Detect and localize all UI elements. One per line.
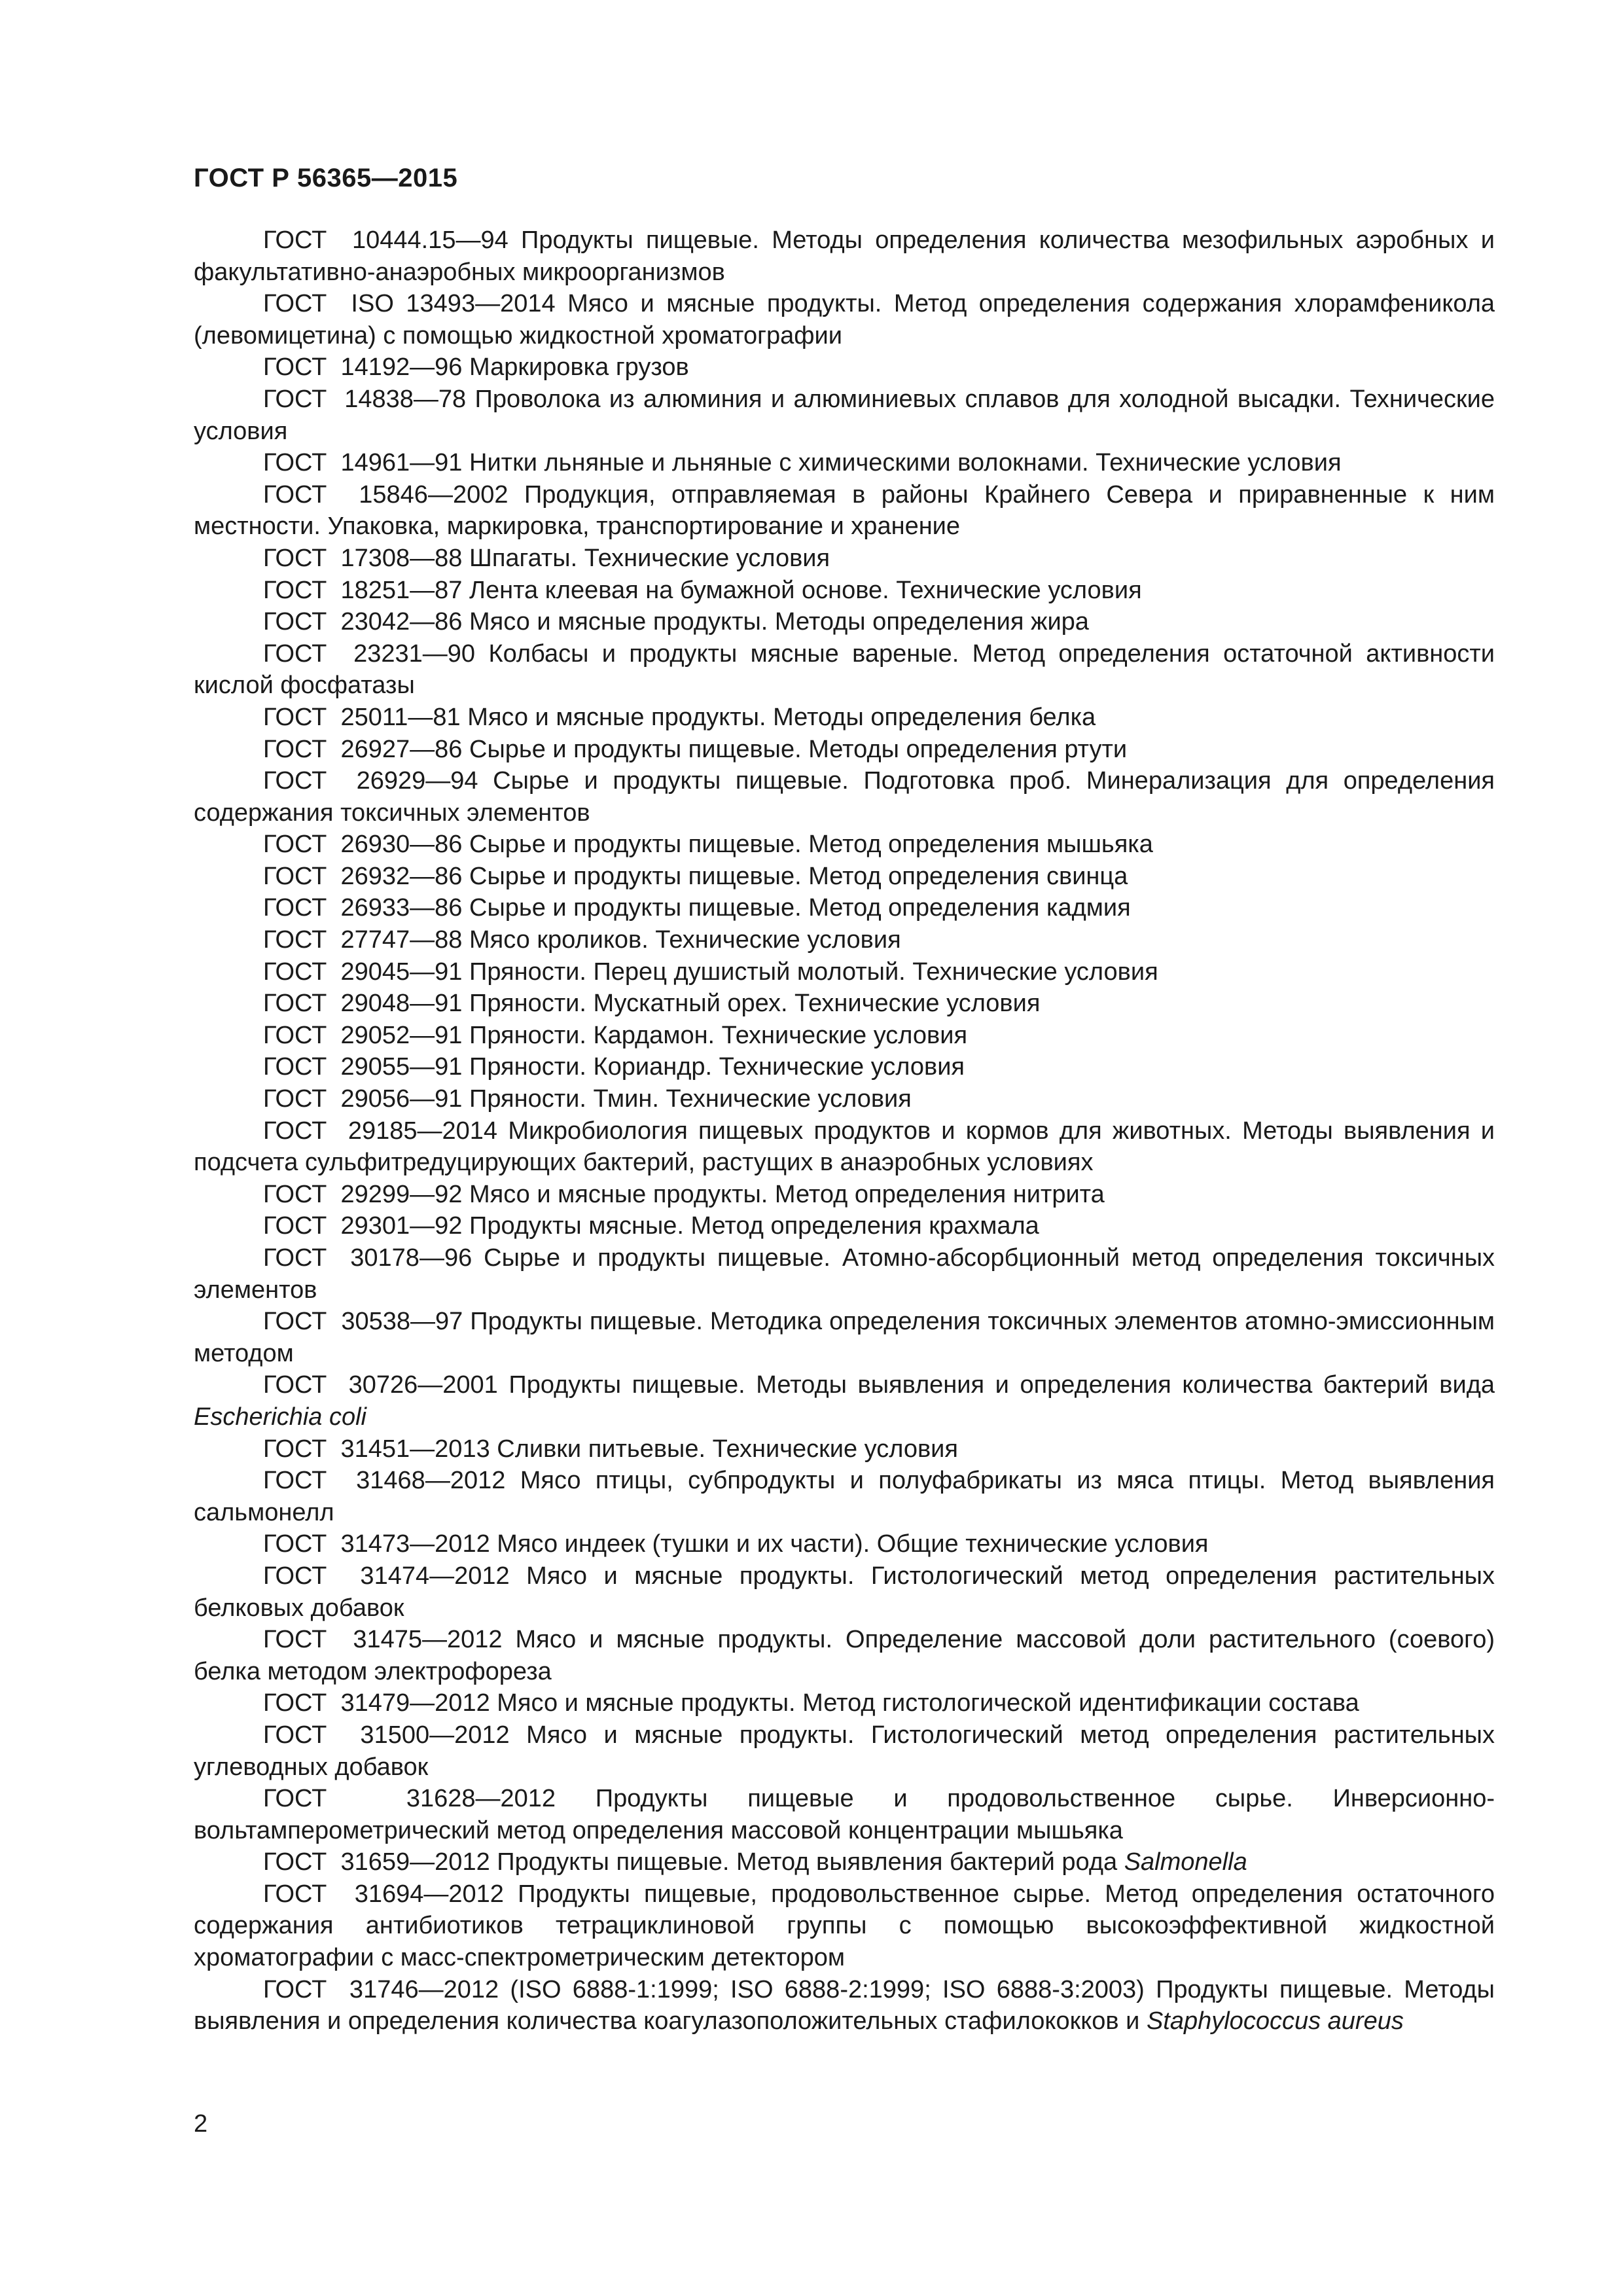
reference-entry — [194, 1369, 1495, 1433]
reference-entry — [194, 575, 1495, 607]
reference-code: ГОСТ 26929—94 — [263, 767, 478, 795]
reference-title: Продукты пищевые, продовольственное сырье. Метод определения остаточного содержания антибиотиков тетрациклиновой группы с помощью высокоэффективной жидкостной хроматографии с масс-спектрометрическим детектором — [194, 1880, 1495, 1972]
reference-code: ГОСТ 23042—86 — [263, 608, 463, 636]
reference-title: Микробиология пищевых продуктов и кормов для животных. Методы выявления и подсчета сульфитредуцирующих бактерий, растущих в анаэробных условиях — [194, 1117, 1495, 1177]
reference-entry — [194, 1878, 1495, 1974]
reference-entry — [194, 543, 1495, 575]
reference-organism-name: Salmonella — [1124, 1848, 1247, 1876]
reference-code: ГОСТ 31628—2012 — [263, 1785, 556, 1813]
reference-entry — [194, 447, 1495, 479]
reference-code: ГОСТ 31479—2012 — [263, 1689, 490, 1717]
reference-code: ГОСТ 10444.15—94 — [263, 226, 508, 254]
reference-title: Сырье и продукты пищевые. Метод определения свинца — [469, 862, 1128, 890]
reference-code: ГОСТ 15846—2002 — [263, 480, 508, 509]
reference-entry — [194, 1051, 1495, 1083]
reference-code: ГОСТ 14838—78 — [263, 385, 467, 413]
reference-code: ГОСТ 29299—92 — [263, 1180, 463, 1208]
page-number: 2 — [194, 2110, 208, 2138]
reference-title: Маркировка грузов — [469, 353, 689, 382]
reference-title: Мясо и мясные продукты. Методы определения жира — [469, 608, 1089, 636]
reference-title: Продукты мясные. Метод определения крахмала — [469, 1212, 1039, 1240]
reference-code: ГОСТ 31451—2013 — [263, 1435, 490, 1463]
reference-entry — [194, 479, 1495, 543]
reference-code: ГОСТ 31468—2012 — [263, 1467, 506, 1495]
reference-title: Сырье и продукты пищевые. Атомно-абсорбционный метод определения токсичных элементов — [194, 1244, 1495, 1304]
reference-code: ГОСТ 23231—90 — [263, 639, 476, 668]
standard-id-header: ГОСТ Р 56365—2015 — [194, 164, 458, 192]
reference-entry — [194, 1306, 1495, 1369]
reference-code: ГОСТ 14961—91 — [263, 449, 463, 477]
reference-title: Мясо и мясные продукты. Метод определения содержания хлорамфеникола (левомицетина) с помощью жидкостной хроматографии — [194, 290, 1495, 350]
reference-code: ГОСТ 26932—86 — [263, 862, 463, 890]
reference-title: Продукты пищевые. Методы выявления и определения количества бактерий вида — [508, 1371, 1495, 1399]
reference-entry — [194, 1020, 1495, 1052]
reference-title: Мясо и мясные продукты. Метод определения нитрита — [469, 1180, 1105, 1208]
reference-entry — [194, 702, 1495, 734]
reference-entry — [194, 1528, 1495, 1560]
reference-code: ГОСТ 31473—2012 — [263, 1530, 490, 1558]
reference-code: ГОСТ 30178—96 — [263, 1244, 473, 1272]
reference-title: Мясо и мясные продукты. Гистологический метод определения растительных углеводных добавок — [194, 1721, 1495, 1781]
reference-code: ГОСТ 29185—2014 — [263, 1117, 498, 1145]
reference-entry — [194, 1974, 1495, 2037]
reference-title: Мясо и мясные продукты. Методы определения белка — [467, 703, 1096, 731]
reference-title: Продукты пищевые. Методы определения количества мезофильных аэробных и факультативно-анаэробных микроорганизмов — [194, 226, 1495, 286]
reference-title: Сырье и продукты пищевые. Подготовка проб. Минерализация для определения содержания токсичных элементов — [194, 767, 1495, 827]
reference-entry — [194, 1624, 1495, 1687]
reference-code: ГОСТ 29055—91 — [263, 1053, 463, 1081]
reference-title: Сырье и продукты пищевые. Методы определения ртути — [469, 735, 1128, 763]
reference-title: Пряности. Тмин. Технические условия — [469, 1085, 912, 1113]
reference-title: Шпагаты. Технические условия — [469, 544, 830, 572]
reference-entry — [194, 1242, 1495, 1306]
reference-organism-name: Escherichia coli — [194, 1403, 366, 1431]
reference-entry — [194, 1083, 1495, 1115]
reference-entry — [194, 1179, 1495, 1211]
reference-title: Сливки питьевые. Технические условия — [497, 1435, 958, 1463]
reference-entry — [194, 384, 1495, 447]
reference-entry — [194, 1560, 1495, 1624]
reference-code: ГОСТ 17308—88 — [263, 544, 463, 572]
reference-code: ГОСТ 31474—2012 — [263, 1562, 510, 1590]
reference-title: Сырье и продукты пищевые. Метод определения мышьяка — [469, 831, 1153, 859]
reference-entry — [194, 956, 1495, 988]
reference-title: Продукты пищевые. Метод выявления бактерий рода — [497, 1848, 1118, 1876]
reference-code: ГОСТ 30538—97 — [263, 1308, 463, 1336]
reference-entry — [194, 606, 1495, 638]
reference-title: Проволока из алюминия и алюминиевых сплавов для холодной высадки. Технические условия — [194, 385, 1495, 445]
reference-title: Сырье и продукты пищевые. Метод определения кадмия — [469, 894, 1131, 922]
reference-code: ГОСТ 29301—92 — [263, 1212, 463, 1240]
reference-entry — [194, 1783, 1495, 1846]
reference-code: ГОСТ 31746—2012 — [263, 1975, 499, 2003]
reference-entry — [194, 988, 1495, 1020]
reference-title: Нитки льняные и льняные с химическими волокнами. Технические условия — [469, 449, 1342, 477]
reference-organism-name: Staphylococcus aureus — [1146, 2007, 1404, 2036]
reference-code: ГОСТ 31500—2012 — [263, 1721, 510, 1749]
reference-entry — [194, 861, 1495, 893]
reference-entry — [194, 288, 1495, 351]
reference-title: Колбасы и продукты мясные вареные. Метод определения остаточной активности кислой фосфатазы — [194, 639, 1495, 700]
reference-code: ГОСТ 25011—81 — [263, 703, 461, 731]
reference-code: ГОСТ 31475—2012 — [263, 1626, 503, 1654]
reference-title: Пряности. Мускатный орех. Технические условия — [469, 990, 1041, 1018]
reference-code: ГОСТ 29045—91 — [263, 958, 463, 986]
reference-entry — [194, 351, 1495, 384]
reference-entry — [194, 765, 1495, 829]
reference-title: Мясо и мясные продукты. Гистологический метод определения растительных белковых добавок — [194, 1562, 1495, 1622]
reference-code: ГОСТ 30726—2001 — [263, 1371, 498, 1399]
reference-entry — [194, 1433, 1495, 1465]
reference-title: Мясо птицы, субпродукты и полуфабрикаты из мяса птицы. Метод выявления сальмонелл — [194, 1467, 1495, 1526]
reference-code: ГОСТ ISO 13493—2014 — [263, 290, 556, 318]
reference-entry — [194, 734, 1495, 766]
reference-code: ГОСТ 31694—2012 — [263, 1880, 504, 1908]
reference-title: Мясо кроликов. Технические условия — [469, 926, 901, 954]
reference-entry — [194, 1115, 1495, 1179]
reference-title: Пряности. Перец душистый молотый. Технические условия — [469, 958, 1158, 986]
reference-title: Продукты пищевые и продовольственное сырье. Инверсионно-вольтамперометрический метод определения массовой концентрации мышьяка — [194, 1785, 1495, 1844]
reference-title: (ISO 6888-1:1999; ISO 6888-2:1999; ISO 6888-3:2003) Продукты пищевые. Методы выявления и определения количества коагулазоположительных стафилококков и — [194, 1975, 1495, 2036]
reference-entry — [194, 1210, 1495, 1242]
reference-code: ГОСТ 26927—86 — [263, 735, 463, 763]
reference-code: ГОСТ 26933—86 — [263, 894, 463, 922]
normative-references-list — [194, 224, 1495, 2037]
reference-title: Мясо и мясные продукты. Метод гистологической идентификации состава — [497, 1689, 1359, 1717]
reference-title: Пряности. Кориандр. Технические условия — [469, 1053, 965, 1081]
reference-title: Лента клеевая на бумажной основе. Технические условия — [469, 576, 1142, 604]
reference-entry — [194, 1719, 1495, 1783]
reference-entry — [194, 892, 1495, 924]
reference-code: ГОСТ 29048—91 — [263, 990, 463, 1018]
reference-entry — [194, 924, 1495, 956]
reference-code: ГОСТ 14192—96 — [263, 353, 463, 382]
reference-code: ГОСТ 31659—2012 — [263, 1848, 490, 1876]
reference-code: ГОСТ 26930—86 — [263, 831, 463, 859]
reference-code: ГОСТ 29056—91 — [263, 1085, 463, 1113]
reference-code: ГОСТ 18251—87 — [263, 576, 463, 604]
reference-entry — [194, 1687, 1495, 1719]
reference-title: Мясо индеек (тушки и их части). Общие технические условия — [497, 1530, 1209, 1558]
reference-code: ГОСТ 29052—91 — [263, 1021, 463, 1049]
reference-entry — [194, 224, 1495, 288]
reference-entry — [194, 829, 1495, 861]
reference-entry — [194, 1846, 1495, 1878]
reference-entry — [194, 1465, 1495, 1528]
reference-title: Мясо и мясные продукты. Определение массовой доли растительного (соевого) белка методом электрофореза — [194, 1626, 1495, 1685]
reference-entry — [194, 638, 1495, 702]
reference-title: Продукты пищевые. Методика определения токсичных элементов атомно-эмиссионным методом — [194, 1308, 1495, 1367]
reference-title: Пряности. Кардамон. Технические условия — [469, 1021, 968, 1049]
reference-title: Продукция, отправляемая в районы Крайнего Севера и приравненные к ним местности. Упаковка, маркировка, транспортирование и хранение — [194, 480, 1495, 541]
reference-code: ГОСТ 27747—88 — [263, 926, 463, 954]
